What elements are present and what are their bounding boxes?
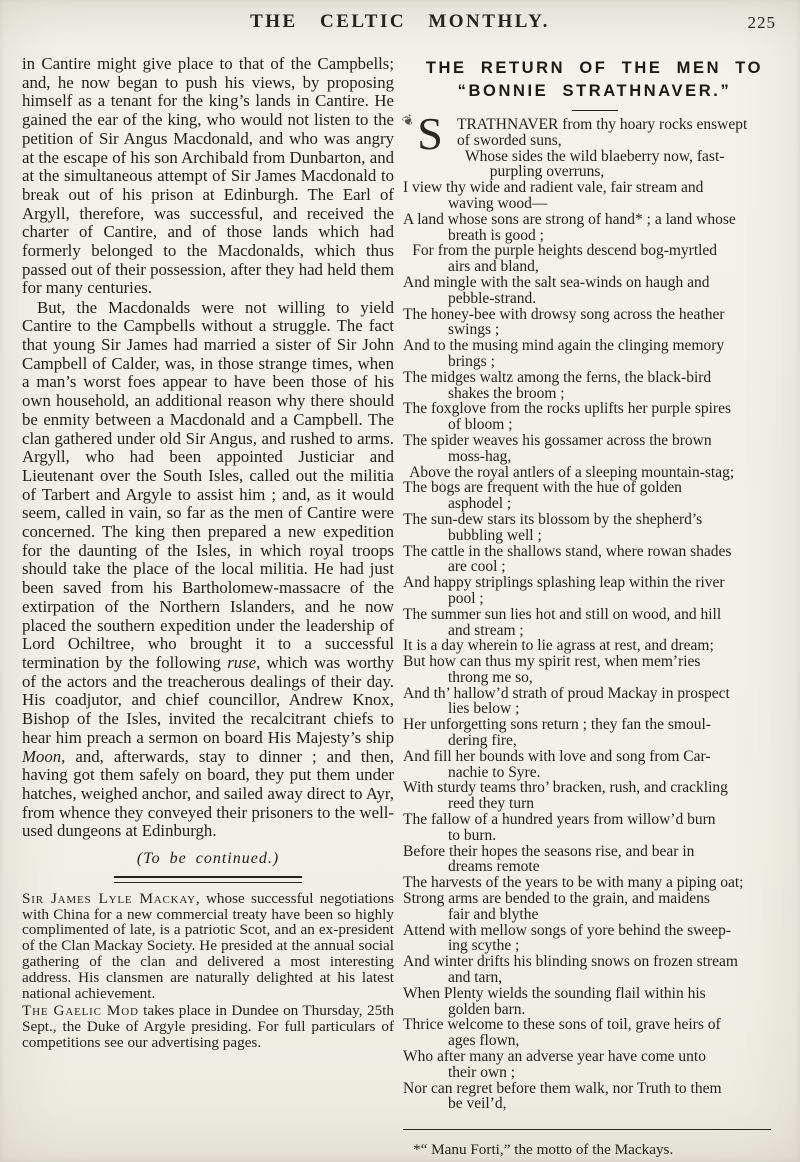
poem-line: And to the musing mind again the clinging memory bbox=[403, 337, 725, 355]
note-lead: Sir James Lyle Mackay bbox=[22, 889, 196, 907]
poem-line: lies below ; bbox=[447, 700, 520, 718]
poem-line: The foxglove from the rocks uplifts her purple spires bbox=[403, 400, 731, 418]
poem-line: The summer sun lies hot and still on wood, and hill bbox=[403, 605, 722, 623]
text-segment: , and, afterwards, stay to dinner ; and then, having got them safely on board, they put them under hatches, weighed anchor, and sailed away direct to Ayr, from whence they conveyed their prisoners to the well-used dungeons at Edinburgh. bbox=[22, 746, 394, 841]
poem-line: And th’ hallow’d strath of proud Mackay in prospect bbox=[403, 684, 730, 702]
poem-line: With sturdy teams thro’ bracken, rush, and crackling bbox=[403, 779, 728, 797]
note-text: takes place in Dundee on Thursday, 25th Sept., the Duke of Argyle presiding. For full particulars of competitions see our advertising pages. bbox=[22, 1001, 394, 1051]
text-segment: But, the Macdonalds were not willing to yield Cantire to the Campbells without a struggle. The fact that young Sir James had married a sister of Sir John Campbell of Calder, was, in those strange times, when a man’s worst foes appear to have been those of his own household, an additional reason why there should be enmity between a Macdonald and a Campbell. The clan gathered under old Sir Angus, and rushed to arms. Argyll, who had been appointed Justiciar and Lieutenant over the South Isles, called out the militia of Tarbert and Argyle to assist him ; and, as it would seem, called in vain, so far as the men of Cantire were concerned. The king then prepared a new expedition for the daunting of the Isles, in which royal troops should take the place of the local militia. He had just been saved from his Bartholomew-massacre of the extirpation of the Northern Islanders, and he now placed the southern expedition under the leadership of Lord Ochiltree, who brought it to a successful termination by the following bbox=[22, 297, 394, 672]
poem-line: Before their hopes the seasons rise, and bear in bbox=[403, 842, 695, 860]
note-gaelic-mod bbox=[22, 1003, 394, 1051]
poem-line: dering fire, bbox=[447, 732, 517, 750]
poem-line: I view thy wide and radient vale, fair stream and bbox=[403, 179, 704, 197]
poem-line: bubbling well ; bbox=[447, 526, 542, 544]
text-segment: in Cantire might give place to that of the Campbells; and, he now began to push his views, by proposing himself as a tenant for the king’s lands in Cantire. He gained the ear of the king, who would not listen to the petition of Sir Angus Macdonald, and who was angry at the escape of his son Archibald from Dunbarton, and at the simultaneous attempt of Sir James Macdonald to break out of his prison at Edinburgh. The Earl of Argyll, therefore, was successful, and received the charter of Cantire, and of those lands which had formerly belonged to the Macdonalds, which thus passed out of their possession, after they had held them for many centuries. bbox=[22, 54, 394, 298]
poem-line: swings ; bbox=[447, 321, 500, 339]
poem-line: throng me so, bbox=[447, 668, 533, 686]
poem-line: Thrice welcome to these sons of toil, grave heirs of bbox=[403, 1016, 721, 1034]
poem-line: reed they turn bbox=[447, 795, 535, 813]
left-column bbox=[22, 55, 394, 1159]
poem-line: And fill her bounds with love and song from Car- bbox=[403, 747, 711, 765]
poem-line: brings ; bbox=[447, 352, 495, 370]
poem-line: When Plenty wields the sounding flail within his bbox=[403, 984, 706, 1002]
poem-line: to burn. bbox=[447, 826, 497, 844]
poem-line: The bogs are frequent with the hue of golden bbox=[403, 479, 682, 497]
note-text: , whose successful negotiations with China for a new commercial treaty have been so highly complimented of late, is a patriotic Scot, and an ex-president of the Clan Mackay Society. He presided at the annual social gathering of the clan and delivered a most interesting address. His clansmen are naturally delighted at his latest national achievement. bbox=[22, 889, 394, 1003]
poem-line: asphodel ; bbox=[447, 495, 512, 513]
poem-line: But how can thus my spirit rest, when mem’ries bbox=[403, 653, 701, 671]
poem-line: and tarn, bbox=[447, 969, 503, 987]
poem-line: their own ; bbox=[447, 1063, 516, 1081]
right-column bbox=[400, 55, 786, 1159]
text-segment: Moon bbox=[22, 746, 62, 766]
poem-line: Who after many an adverse year have come unto bbox=[403, 1048, 706, 1066]
drop-cap-letter: S bbox=[417, 108, 443, 159]
to-be-continued-note: (To be continued.) bbox=[136, 850, 280, 868]
poem-line: Nor can regret before them walk, nor Truth to them bbox=[403, 1079, 722, 1097]
paragraph-continued-from-previous bbox=[22, 55, 394, 298]
poem-line: And happy striplings splashing leap within the river bbox=[403, 574, 725, 592]
poem-line: shakes the broom ; bbox=[447, 384, 565, 402]
poem-line: For from the purple heights descend bog-myrtled bbox=[412, 242, 718, 260]
poem-line: Her unforgetting sons return ; they fan the smoul- bbox=[403, 716, 711, 734]
poem-line: pebble-strand. bbox=[447, 289, 537, 307]
poem-line: Whose sides the wild blaeberry now, fast- bbox=[465, 147, 725, 165]
poem bbox=[400, 108, 786, 1113]
note-lead: The Gaelic Mod bbox=[22, 1001, 139, 1019]
poem-line: airs and bland, bbox=[447, 258, 539, 276]
poem-line: Attend with mellow songs of yore behind the sweep- bbox=[403, 921, 732, 939]
title-rule bbox=[572, 110, 618, 111]
poem-line: golden barn. bbox=[447, 1000, 526, 1018]
poem-line: And mingle with the salt sea-winds on haugh and bbox=[403, 273, 710, 291]
poem-line: pool ; bbox=[447, 589, 484, 607]
masthead bbox=[0, 0, 800, 37]
poem-line: ages flown, bbox=[447, 1032, 520, 1050]
article-title-line1: THE RETURN OF THE MEN TO bbox=[425, 59, 764, 77]
poem-line: of sworded suns, bbox=[457, 131, 562, 149]
poem-line: The midges waltz among the ferns, the black-bird bbox=[403, 368, 712, 386]
poem-line: It is a day wherein to lie agrass at rest, and dream; bbox=[403, 637, 714, 655]
poem-line: moss-hag, bbox=[447, 447, 512, 465]
poem-line: A land whose sons are strong of hand* ; a land whose bbox=[403, 210, 736, 228]
poem-line: breath is good ; bbox=[447, 226, 544, 244]
note-sir-james-mackay bbox=[22, 891, 394, 1002]
poem-line: be veil’d, bbox=[447, 1095, 507, 1113]
footnote-rule bbox=[403, 1129, 771, 1130]
page-number: 225 bbox=[747, 13, 776, 32]
text-segment: , which was worthy of the actors and the treacherous dealings of their day. His coadjutor, and chief councillor, Andrew Knox, Bishop of the Isles, invited the recalcitrant chiefs to hear him preach a sermon on board His Majesty’s ship bbox=[22, 653, 394, 747]
poem-line: nachie to Syre. bbox=[447, 763, 541, 781]
poem-line: And winter drifts his blinding snows on frozen stream bbox=[403, 953, 738, 971]
journal-title: THE CELTIC MONTHLY. bbox=[250, 11, 550, 32]
poem-line: The sun-dew stars its blossom by the shepherd’s bbox=[403, 510, 703, 528]
footnote: *“ Manu Forti,” the motto of the Mackays. bbox=[413, 1141, 674, 1159]
poem-line: ing scythe ; bbox=[447, 937, 520, 955]
drop-cap bbox=[400, 108, 457, 159]
poem-line: Above the royal antlers of a sleeping mountain-stag; bbox=[409, 463, 735, 481]
page-content bbox=[0, 37, 800, 1159]
text-segment: ruse bbox=[227, 653, 257, 672]
poem-line: of bloom ; bbox=[447, 416, 513, 434]
poem-line: are cool ; bbox=[447, 558, 506, 576]
poem-line: waving wood— bbox=[447, 194, 548, 212]
article-title bbox=[403, 57, 786, 103]
poem-line: The cattle in the shallows stand, where rowan shades bbox=[403, 542, 732, 560]
article-title-line2: “BONNIE STRATHNAVER.” bbox=[457, 82, 732, 100]
poem-line: TRATHNAVER from thy hoary rocks enswept bbox=[457, 116, 748, 133]
poem-line: The honey-bee with drowsy song across the heather bbox=[403, 305, 725, 323]
poem-line: dreams remote bbox=[447, 858, 540, 876]
poem-line: fair and blythe bbox=[447, 905, 539, 923]
poem-line: Strong arms are bended to the grain, and maidens bbox=[403, 890, 710, 908]
poem-line: The spider weaves his gossamer across the brown bbox=[403, 431, 712, 449]
poem-line: The fallow of a hundred years from willow’d burn bbox=[403, 811, 716, 829]
paragraph bbox=[22, 299, 394, 841]
section-divider-rule bbox=[114, 876, 302, 883]
poem-line: The harvests of the years to be with many a piping oat; bbox=[403, 874, 744, 892]
poem-line: purpling overruns, bbox=[489, 163, 605, 181]
poem-line: and stream ; bbox=[447, 621, 524, 639]
fleuron-ornament-icon: ❦ bbox=[400, 112, 418, 131]
